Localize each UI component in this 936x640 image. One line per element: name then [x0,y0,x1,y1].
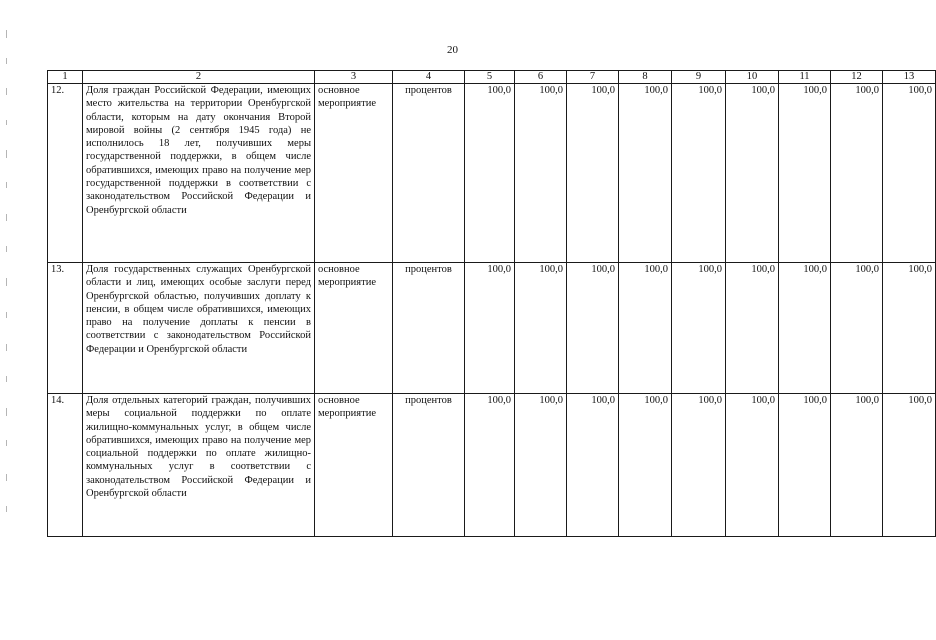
unit-of-measure: процентов [393,394,465,537]
column-header: 1 [48,71,83,84]
column-header: 6 [515,71,567,84]
value-cell: 100,0 [515,394,567,537]
value-cell: 100,0 [779,84,831,263]
value-cell: 100,0 [465,84,515,263]
value-cell: 100,0 [515,263,567,394]
indicator-description: Доля отдельных категорий граждан, получивших меры социальной поддержки по оплате жилищно-коммунальных услуг, в общем числе обратившихся, имеющих право на получение мер социальной поддержки по оплате жилищно-коммунальных услуг в соответствии с законодательством Российской Федерации и Оренбургской области [83,394,315,537]
unit-of-measure: процентов [393,84,465,263]
value-cell: 100,0 [567,394,619,537]
value-cell: 100,0 [672,84,726,263]
value-cell: 100,0 [619,263,672,394]
column-header: 9 [672,71,726,84]
page-number: 20 [447,44,458,56]
column-header: 13 [883,71,936,84]
row-number: 12. [48,84,83,263]
row-number: 13. [48,263,83,394]
column-header: 3 [315,71,393,84]
value-cell: 100,0 [465,394,515,537]
value-cell: 100,0 [672,263,726,394]
column-header: 5 [465,71,515,84]
value-cell: 100,0 [672,394,726,537]
value-cell: 100,0 [726,263,779,394]
control-type: основное мероприятие [315,84,393,263]
column-header: 4 [393,71,465,84]
indicator-description: Доля государственных служащих Оренбургской области и лиц, имеющих особые заслуги перед Оренбургской областью, получивших доплату к пенсии, в общем числе обратившихся, имеющих право на получение доплаты к пенсии в соответствии с законодательством Российской Федерации и Оренбургской области [83,263,315,394]
value-cell: 100,0 [831,263,883,394]
value-cell: 100,0 [726,394,779,537]
column-header: 7 [567,71,619,84]
value-cell: 100,0 [619,394,672,537]
value-cell: 100,0 [779,263,831,394]
column-header: 12 [831,71,883,84]
value-cell: 100,0 [465,263,515,394]
column-header: 10 [726,71,779,84]
value-cell: 100,0 [567,84,619,263]
value-cell: 100,0 [567,263,619,394]
indicators-table [47,70,936,537]
indicator-description: Доля граждан Российской Федерации, имеющих место жительства на территории Оренбургской области, которым на дату окончания Второй мировой войны (2 сентября 1945 года) не исполнилось 18 лет, получивших меры государственной поддержки, в общем числе обратившихся, имеющих право на получение мер государственной поддержки в соответствии с законодательством Российской Федерации и Оренбургской области [83,84,315,263]
control-type: основное мероприятие [315,394,393,537]
table-row [48,263,936,394]
value-cell: 100,0 [726,84,779,263]
column-header: 8 [619,71,672,84]
value-cell: 100,0 [883,84,936,263]
column-header: 11 [779,71,831,84]
value-cell: 100,0 [831,84,883,263]
unit-of-measure: процентов [393,263,465,394]
scan-margin-marks [6,0,10,640]
control-type: основное мероприятие [315,263,393,394]
header-row [48,71,936,84]
table-row [48,84,936,263]
value-cell: 100,0 [619,84,672,263]
row-number: 14. [48,394,83,537]
column-header: 2 [83,71,315,84]
value-cell: 100,0 [515,84,567,263]
value-cell: 100,0 [831,394,883,537]
value-cell: 100,0 [883,263,936,394]
value-cell: 100,0 [779,394,831,537]
table-row [48,394,936,537]
value-cell: 100,0 [883,394,936,537]
